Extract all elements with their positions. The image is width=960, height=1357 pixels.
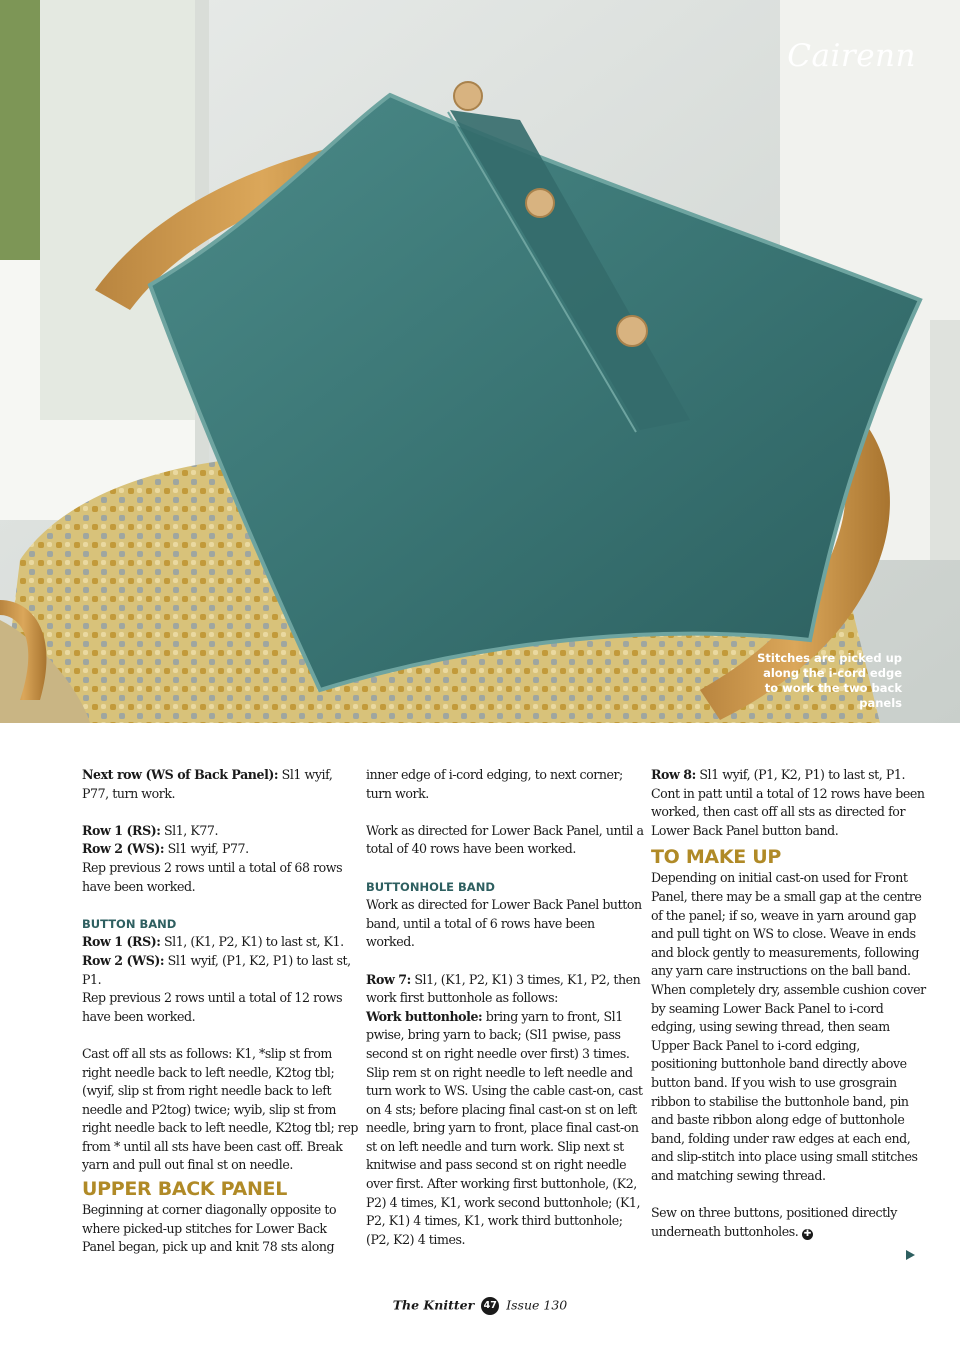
instruction-text: Sl1 wyif, P77, turn work. <box>82 767 333 801</box>
row-text: Sl1 wyif, P77. <box>164 841 249 857</box>
row-label: Row 1 (RS): <box>82 822 161 838</box>
final-instruction: Sew on three buttons, positioned directly underneath buttonholes. <box>651 1205 897 1239</box>
photo-caption: Stitches are picked up along the i-cord edge to work the two back panels <box>757 651 902 710</box>
button-icon <box>617 316 647 346</box>
paragraph: Work as directed for Lower Back Panel button band, until a total of 6 rows have been worked. <box>366 897 642 950</box>
pattern-title: Cairenn <box>787 38 916 74</box>
row-text: Sl1, (K1, P2, K1) 3 times, K1, P2, then work first buttonhole as follows: <box>366 971 641 1006</box>
heading-upper-back-panel: UPPER BACK PANEL <box>82 1178 288 1201</box>
paragraph: Cast off all sts as follows: K1, *slip st from right needle back to left needle, K2tog tbl; (wyif, slip st from right needle back to left needle and P2tog) twice; wyib, slip st from right needle back to left needle, K2tog tbl; rep from * until all sts have been cast off. Break yarn and pull out final st on needle. <box>82 1045 358 1173</box>
page-footer <box>0 1297 960 1315</box>
paragraph: Rep previous 2 rows until a total of 12 rows have been worked. <box>82 990 343 1024</box>
row-text: Sl1 wyif, (P1, K2, P1) to last st, P1. <box>82 952 351 987</box>
paragraph <box>82 766 360 803</box>
text-column-2 <box>366 766 644 1249</box>
paragraph <box>82 840 360 859</box>
instruction-lead: Work buttonhole: <box>366 1008 483 1024</box>
row-label: Row 2 (WS): <box>82 841 165 857</box>
paragraph: When completely dry, assemble cushion cover by seaming Lower Back Panel to i-cord edging, using sewing thread, then seam Upper Back Panel to i-cord edging, positioning buttonhole band directly above button band. If you wish to use grosgrain ribbon to stabilise the buttonhole band, pin and baste ribbon along edge of buttonhole band, folding under raw edges at each end, and slip-stitch into place using small stitches and matching sewing thread. <box>651 981 926 1183</box>
paragraph <box>82 952 360 989</box>
button-icon <box>454 82 482 110</box>
text-column-3 <box>651 766 929 1241</box>
paragraph: Depending on initial cast-on used for Front Panel, there may be a small gap at the centre of the panel; if so, weave in yarn around gap and pull tight on WS to close. Weave in ends and block gently to measurements, following any yarn care instructions on the ball band. <box>651 870 922 979</box>
row-label: Row 8: <box>651 767 696 782</box>
paragraph: Work as directed for Lower Back Panel, until a total of 40 rows have been worked. <box>366 822 644 857</box>
row-label: Row 7: <box>366 971 411 987</box>
issue-number: Issue 130 <box>506 1297 568 1313</box>
page-number: 47 <box>481 1297 499 1315</box>
row-text: Sl1 wyif, (P1, K2, P1) to last st, P1. Cont in patt until a total of 12 rows have been worked, then cast off all sts as directed for Lower Back Panel button band. <box>651 767 925 838</box>
subheading-button-band: BUTTON BAND <box>82 916 177 931</box>
instruction-lead: Next row (WS of Back Panel): <box>82 767 279 782</box>
paragraph <box>366 971 644 1008</box>
paragraph <box>651 1204 929 1241</box>
row-text: Sl1, (K1, P2, K1) to last st, K1. <box>160 934 344 950</box>
instruction-text: bring yarn to front, Sl1 pwise, bring yarn to back; (Sl1 pwise, pass second st on right needle over first) 3 times. Slip rem st on right needle to left needle and turn work to WS. Using the cable cast-on, cast on 4 sts; before placing final cast-on st on left needle, bring yarn to front, place final cast-on st on left needle and turn work. Slip next st knitwise and pass second st on right needle over first. After working first buttonhole, (K2, P2) 4 times, K1, work second buttonhole; (K1, P2, K1) 4 times, K1, work third buttonhole; (P2, K2) 4 times. <box>366 1008 643 1247</box>
subheading-buttonhole-band: BUTTONHOLE BAND <box>366 879 495 894</box>
paragraph: inner edge of i-cord edging, to next corner; turn work. <box>366 767 623 801</box>
paragraph <box>366 1008 644 1250</box>
heading-to-make-up: TO MAKE UP <box>651 846 782 869</box>
paragraph: Rep previous 2 rows until a total of 68 rows have been worked. <box>82 859 343 894</box>
paragraph <box>82 933 360 952</box>
row-text: Sl1, K77. <box>160 822 219 838</box>
row-label: Row 2 (WS): <box>82 952 165 968</box>
text-column-1 <box>82 766 360 1257</box>
magazine-name: The Knitter <box>392 1297 475 1313</box>
continue-arrow-icon <box>906 1250 915 1260</box>
paragraph <box>651 766 929 840</box>
end-mark-icon: ✚ <box>803 1228 811 1239</box>
button-icon <box>526 189 554 217</box>
row-label: Row 1 (RS): <box>82 934 161 950</box>
paragraph <box>82 822 360 841</box>
paragraph: Beginning at corner diagonally opposite to where picked-up stitches for Lower Back Panel began, pick up and knit 78 sts along <box>82 1202 337 1255</box>
